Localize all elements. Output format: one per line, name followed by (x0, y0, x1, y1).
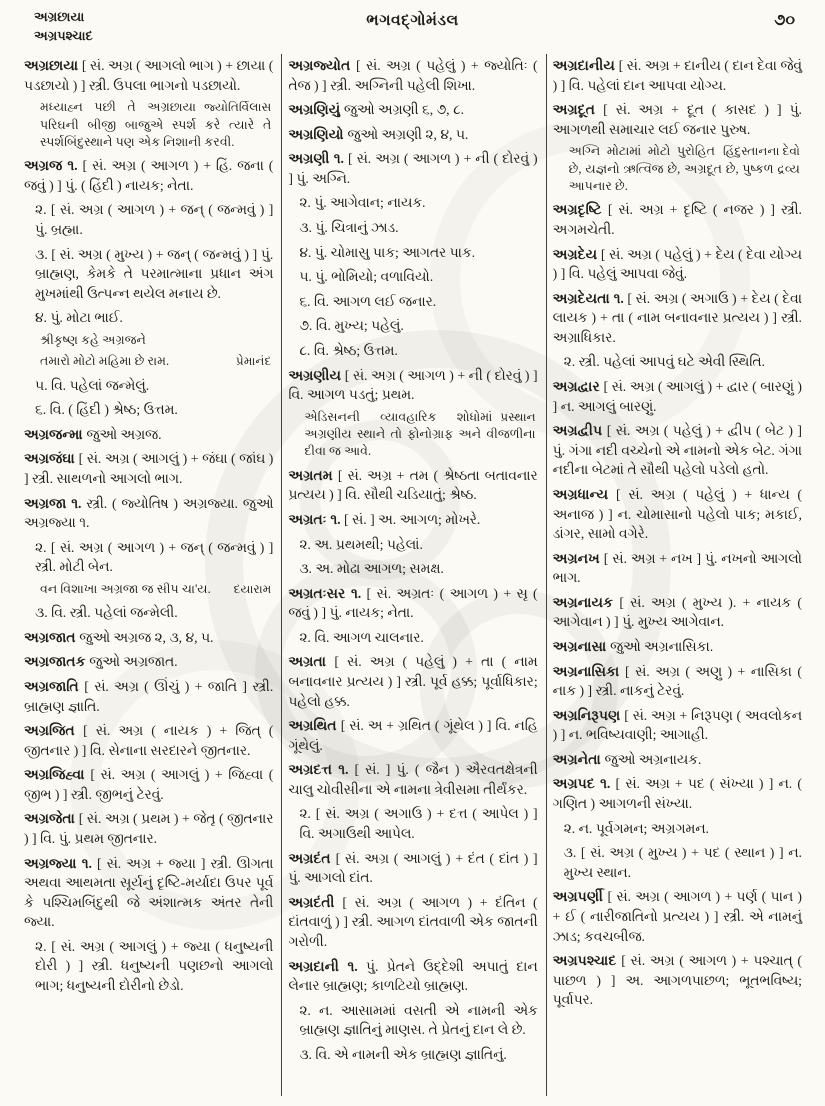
sense-number: ૧. (600, 776, 616, 792)
running-head-first-word: અગ્રછાયા (34, 9, 85, 24)
entry-quote: હિંદુસ્તાનના દેવો અગ્નિ મોટામાં મોટો પુરોહિત છે, યજ્ઞનો ઋત્વિજ છે, અગ્રદૂત છે, પુષ્કળ દ્રવ્ય આપનાર છે. (568, 144, 800, 194)
dictionary-entry: અગ્રનાસા જુઓ અગ્રનાસિકા. (552, 639, 714, 654)
entry-headword: અગ્રનાયક (552, 594, 620, 610)
entry-sense: ૩. [ સં. અગ્ર ( મુખ્ય ) + જન્ ( જન્મવું ) ] પું. બ્રાહ્મણ, કેમકે તે પરમાત્માના પ્રધાન અંગ મુખમાંથી ઉત્પન્ન થયેલ મનાય છે. (35, 246, 274, 301)
entry-headword: અગ્રદ્વાર (552, 379, 604, 395)
entry-headword: અગ્રદ્વીપ (552, 423, 607, 439)
dictionary-entry: અગ્રતમ [ સં. અગ્ર + તમ ( શ્રેષ્ઠતા બતાવનાર પ્રત્યય ) ] વિ. સૌથી ચડિયાતું; શ્રેષ્ઠ. (288, 467, 538, 503)
entry-headword: અગ્રદેયતા (552, 290, 614, 306)
dictionary-entry: અગ્રદાનીય [ સં. અગ્ર + દાનીય ( દાન દેવા જેવું ) ] વિ. પહેલાં દાન આપવા યોગ્ય. (552, 58, 802, 93)
entry-headword: અગ્રનેતા (552, 751, 605, 767)
entry-quote: દયારામ વન વિશાખા અગ્રજા જ સીપ ચા'ય. (40, 581, 272, 596)
dictionary-entry: અગ્રતઃ ૧. [ સં. ] અ. આગળ; મોખરે. (288, 511, 481, 527)
entry-sense: ૨. [ સં. અગ્ર ( આગલું ) + જ્યા ( ધનુષ્યની દોરી ) ] સ્ત્રી. ધનુષ્યની પણછનો આગલો ભાગ; ધનુષ્યની દોરીનો છેડો. (35, 938, 274, 994)
entry-headword: અગ્રપશ્ચાદ (552, 953, 622, 969)
entry-headword: અગ્રદત્ત (288, 762, 339, 778)
entry-sense: ૬. વિ. ( હિંદી ) શ્રેષ્ઠ; ઉત્તમ. (35, 402, 178, 418)
quote-citation: પ્રસ્થાન (500, 409, 536, 424)
dictionary-entry: અગ્રજંઘા [ સં. અગ્ર ( આગલું ) + જંઘા ( જાંઘ ) ] સ્ત્રી. સાથળનો આગલો ભાગ. (24, 451, 274, 486)
dictionary-entry: અગ્રદેય [ સં. અગ્ર ( પહેલું ) + દેય ( દેવા યોગ્ય ) ] વિ. પહેલું આપવા જેવું. (552, 246, 802, 282)
dictionary-entry: અગ્રણિયો જુઓ અગ્રણી ૨, ૪, ૫. (288, 126, 469, 142)
entry-headword: અગ્રદંત (288, 850, 336, 866)
dictionary-entry: અગ્રદ્વીપ [ સં. અગ્ર ( પહેલું ) + દ્વીપ ( બેટ ) ] પું. ગંગા નદી વચ્ચેનો એ નામનો એક બેટ. ગંગા નદીના બેટમાં તે સૌથી પહેલો પડેલો હતો. (552, 423, 802, 478)
entry-headword: અગ્રજેતા (24, 811, 79, 827)
entry-headword: અગ્રતા (288, 654, 335, 670)
entry-headword: અગ્રતમ (288, 467, 338, 483)
entry-headword: અગ્રછાયા (24, 58, 82, 73)
entry-sense: ૩. વિ. સ્ત્રી. પહેલાં જન્મેલી. (35, 605, 178, 621)
entry-sense: ૩. પું. ચિત્રાનું ઝાડ. (299, 220, 399, 236)
entry-headword: અગ્રજાતિ (24, 678, 85, 694)
dictionary-entry: અગ્રદત્ત ૧. [ સં. ] પું. ( જૈન ) ઐરવતક્ષેત્રની ચાલુ ચોવીસીના એ નામના ત્રેવીસમા તીર્થંકર. (288, 762, 538, 797)
sense-number: ૧. (333, 151, 348, 167)
dictionary-entry: અગ્રથિત [ સં. અ + ગ્રથિત ( ગૂંથેલ ) ] વિ. નહિ ગૂંથેલું. (288, 718, 538, 753)
quote-citation: પ્રેમાનંદ (235, 354, 272, 369)
entry-quote: જ્યોતિર્વિલાસ મધ્યાહ્ન પછી તે અગ્રછાયા પરિઘની બીજી બાજુએ સ્પર્શ કરે ત્યારે તે સ્પર્શબિંદુસ્થાને પણ એક નિશાની કરવી. (40, 100, 272, 149)
dictionary-entry: અગ્રજેતા [ સં. અગ્ર ( પ્રથમ ) + જેતૃ ( જીતનાર ) ] વિ. પું. પ્રથમ જીતનાર. (24, 811, 274, 847)
sense-number: ૧. (67, 158, 83, 174)
entry-headword: અગ્રણિયો (288, 126, 348, 142)
entry-headword: અગ્રદૂત (552, 102, 604, 118)
page-title: ભગવદ્ગોમંડલ (366, 12, 459, 29)
dictionary-entry: અગ્રતા [ સં. અગ્ર ( પહેલું ) + તા ( નામ બનાવનાર પ્રત્યય ) ] સ્ત્રી. પૂર્વ હક્ક; પૂર્વાધિકાર; પહેલો હક્ક. (288, 654, 538, 709)
entry-headword: અગ્રદાનીય (552, 58, 619, 73)
entry-headword: અગ્રણિયું (288, 102, 344, 118)
entry-headword: અગ્રતઃસર (288, 585, 351, 601)
sense-number: ૧. (81, 855, 98, 871)
entry-sense: ૨. વિ. આગળ ચાલનાર. (299, 629, 424, 645)
entry-sense: ૨. સ્ત્રી. પહેલાં આપવું ઘટે એવી સ્થિતિ. (563, 354, 765, 370)
entry-headword: અગ્રધાન્ય (552, 486, 617, 502)
entry-headword: અગ્રજ (24, 158, 68, 174)
dictionary-entry: અગ્રનાયક [ સં. અગ્ર ( મુખ્ય ). + નાયક ( આગેવાન ) ] પું. મુખ્ય આગેવાન. (552, 594, 802, 630)
entry-sense: ૨. [ સં. અગ્ર ( આગળ ) + જન્ ( જન્મવું ) ] પું. બ્રહ્મા. (35, 202, 274, 238)
dictionary-entry: અગ્રજન્મા જુઓ અગ્રજ. (24, 426, 162, 442)
entry-sense: ૫. પું. ભોમિયો; વળાવિયો. (299, 269, 434, 285)
entry-sense: ૨. પું. આગેવાન; નાયક. (299, 195, 426, 211)
entry-sense: ૭. વિ. મુખ્ય; પહેલું. (299, 318, 404, 334)
entry-headword: અગ્રદંતી (288, 894, 343, 910)
sense-number: ૧. (613, 290, 628, 306)
entry-headword: અગ્રદાની (288, 958, 348, 974)
entry-headword: અગ્રનિરૂપણ (552, 707, 625, 723)
entry-headword: અગ્રજ્યા (24, 855, 82, 871)
entry-sense: ૩. [ સં. અગ્ર ( મુખ્ય ) + પદ ( સ્થાન ) ] ન. મુખ્ય સ્થાન. (563, 845, 802, 880)
entry-headword: અગ્રદૃષ્ટિ (552, 202, 608, 218)
entry-headword: અગ્રજાતક (24, 654, 90, 670)
entry-headword: અગ્રજિહ્વા (24, 767, 91, 783)
entry-headword: અગ્રનાસિકા (552, 663, 626, 679)
page-header (0, 8, 825, 54)
quote-citation: જ્યોતિર્વિલાસ (204, 100, 272, 115)
entry-headword: અગ્રથિત (288, 718, 341, 734)
dictionary-entry: અગ્રપદ ૧. [ સં. અગ્ર + પદ ( સંખ્યા ) ] ન. ( ગણિત ) આગળની સંખ્યા. (552, 776, 802, 812)
dictionary-entry: અગ્રણીય [ સં. અગ્ર ( આગળ ) + ની ( દોરવું ) ] વિ. આગળ પડતું; પ્રથમ. (288, 367, 538, 403)
dictionary-entry: અગ્રજિત [ સં. અગ્ર ( નાયક ) + જિત્ ( જીતનાર ) ] વિ. સેનાના સરદારને જીતનાર. (24, 723, 274, 758)
sense-number: ૧. (71, 495, 87, 511)
dictionary-entry: અગ્રધાન્ય [ સં. અગ્ર ( પહેલું ) + ધાન્ય ( અનાજ ) ] ન. ચોમાસાનો પહેલો પાક; મકાઈ, ડાંગર, સામો વગેરે. (552, 486, 802, 542)
dictionary-entry: અગ્રદાની ૧. પું. પ્રેતને ઉદ્દેશી અપાતું દાન લેનાર બ્રાહ્મણ; કાળટિયો બ્રાહ્મણ. (288, 958, 538, 994)
dictionary-entry: અગ્રદ્વાર [ સં. અગ્ર ( આગલું ) + દ્વાર ( બારણું ) ] ન. આગલું બારણું. (552, 379, 802, 414)
entry-sense: ૪. પું. મોટા ભાઈ. (35, 310, 123, 326)
entry-sense: ૨. ન. પૂર્વગમન; અગ્રગમન. (563, 820, 709, 836)
entry-sense: ૪. પું. ચોમાસુ પાક; આગતર પાક. (299, 244, 476, 260)
dictionary-entry: અગ્રદૂત [ સં. અગ્ર + દૂત ( કાસદ ) ] પું. આગળથી સમાચાર લઈ જનાર પુરુષ. (552, 102, 802, 137)
entry-quote: પ્રસ્થાન એડિસનની વ્યાવહારિક શોધોમાં અગ્રણીય સ્થાને તો ફોનોગ્રાફ અને વીજળીના દીવા જ આવે. (304, 409, 536, 459)
entry-headword: અગ્રજિત (24, 723, 84, 739)
dictionary-entry: અગ્રજ્યા ૧. [ સં. અગ્ર + જ્યા ] સ્ત્રી. ઊગતા અથવા આથમતા સૂર્યનું દૃષ્ટિ-મર્યાદા ઉપર પૂર્વ કે પશ્ચિમબિંદુથી જે અંશાત્મક અંતર તેની જ્યા. (24, 855, 274, 930)
dictionary-entry: અગ્રજિહ્વા [ સં. અગ્ર ( આગલું ) + જિહ્વા ( જીભ ) ] સ્ત્રી. જીભનું ટેરવું. (24, 767, 274, 802)
entry-headword: અગ્રજા (24, 495, 72, 511)
column-2 (281, 54, 546, 1096)
dictionary-entry: અગ્રછાયા [ સં. અગ્ર ( આગલો ભાગ ) + છાયા ( પડછાયો ) ] સ્ત્રી. ઉપલા ભાગનો પડછાયો. (24, 58, 274, 93)
entry-headword: અગ્રપર્ણી (552, 889, 608, 905)
dictionary-entry: અગ્રનેતા જુઓ અગ્રનાયક. (552, 751, 702, 767)
dictionary-entry: અગ્રપર્ણી [ સં. અગ્ર ( આગળ ) + પર્ણ ( પાન ) + ઈ ( નારીજાતિનો પ્રત્યય ) ] સ્ત્રી. એ નામનું ઝાડ; કવચબીજ. (552, 889, 802, 944)
entry-headword: અગ્રપદ (552, 776, 601, 792)
entry-quote: પ્રેમાનંદ તમારો મોટો મહિમા છે રામ. (40, 354, 272, 369)
dictionary-entry: અગ્રજ ૧. [ સં. અગ્ર ( આગળ ) + હિં. જના ( જવું ) ] પું. ( હિંદી ) નાયક; નેતા. (24, 158, 274, 193)
entry-headword: અગ્રણી (288, 151, 334, 167)
entry-sense: ૫. વિ. પહેલાં જન્મેલું. (35, 377, 150, 393)
entry-headword: અગ્રજન્મા (24, 426, 87, 442)
entry-headword: અગ્રદેય (552, 246, 601, 262)
dictionary-entry: અગ્રતઃસર ૧. [ સં. અગ્રતઃ ( આગળ ) + સૃ ( જવું ) ] પું. નાયક; નેતા. (288, 585, 538, 621)
dictionary-entry: અગ્રજા ૧. સ્ત્રી. ( જ્યોતિષ ) અગ્રજ્યા. જુઓ અગ્રજ્યા ૧. (24, 495, 274, 531)
running-head-last-word: અગ્રપશ્ચાદ (34, 27, 93, 43)
dictionary-entry: અગ્રનિરૂપણ [ સં. અગ્ર + નિરૂપણ ( અવલોકન ) ] ન. ભવિષ્યવાણી; આગાહી. (552, 707, 802, 743)
sense-number: ૧. (338, 762, 355, 778)
entry-headword: અગ્રનખ (552, 550, 604, 566)
dictionary-entry: અગ્રણી ૧. [ સં. અગ્ર ( આગળ ) + ની ( દોરવું ) ] પું. અગ્નિ. (288, 151, 538, 186)
dictionary-entry: અગ્રદેયતા ૧. [ સં. અગ્ર ( અગાઉ ) + દેય ( દેવા લાયક ) + તા ( નામ બનાવનાર પ્રત્યય ) ] સ્ત્રી. અગ્રાધિકાર. (552, 290, 802, 345)
entry-sense: ૨. [ સં. અગ્ર ( અગાઉ ) + દત્ત ( આપેલ ) ] વિ. અગાઉથી આપેલ. (299, 806, 538, 842)
dictionary-entry: અગ્રદંતી [ સં. અગ્ર ( આગળ ) + દંતિન ( દાંતવાળું ) ] સ્ત્રી. આગળ દાંતવાળી એક જાતની ગરોળી. (288, 894, 538, 949)
dictionary-entry: અગ્રજ્યોત [ સં. અગ્ર ( પહેલું ) + જ્યોતિઃ ( તેજ ) ] સ્ત્રી. અગ્નિની પહેલી શિખા. (288, 58, 538, 93)
entry-headword: અગ્રણીય (288, 367, 345, 383)
dictionary-entry: અગ્રપશ્ચાદ [ સં. અગ્ર ( આગળ ) + પશ્ચાત્ ( પાછળ ) ] અ. આગળપાછળ; ભૂતભવિષ્ય; પૂર્વાપર. (552, 953, 802, 1008)
entry-headword: અગ્રનાસા (552, 639, 610, 654)
sense-number: ૧. (330, 511, 344, 527)
dictionary-entry: અગ્રદૃષ્ટિ [ સં. અગ્ર + દૃષ્ટિ ( નજર ) ] સ્ત્રી. અગમચેતી. (552, 202, 802, 238)
entry-sense: ૨. અ. પ્રથમથી; પહેલાં. (299, 536, 423, 552)
dictionary-entry: અગ્રજાત જુઓ અગ્રજ ૨, ૩, ૪, ૫. (24, 629, 214, 645)
entry-sense: ૨. [ સં. અગ્ર ( આગળ ) + જન્ ( જન્મવું ) ] સ્ત્રી. મોટી બેન. (35, 539, 274, 575)
column-3 (547, 54, 810, 1096)
dictionary-entry: અગ્રદંત [ સં. અગ્ર ( આગલું ) + દંત ( દાંત ) ] પું. આગલો દાંત. (288, 850, 538, 886)
dictionary-entry: અગ્રનખ [ સં. અગ્ર + નખ ] પું. નખનો આગલો ભાગ. (552, 550, 802, 586)
dictionary-entry: અગ્રજાતિ [ સં. અગ્ર ( ઊંચું ) + જાતિ ] સ્ત્રી. બ્રાહ્મણ જ્ઞાતિ. (24, 678, 274, 714)
text-columns (18, 54, 810, 1096)
entry-sense: ૬. વિ. આગળ લઈ જનાર. (299, 293, 437, 309)
quote-citation: હિંદુસ્તાનના દેવો (723, 144, 800, 159)
entry-headword: અગ્રજંઘા (24, 451, 79, 467)
dictionary-entry: અગ્રજાતક જુઓ અગ્રજાત. (24, 654, 178, 670)
entry-sense: ૮. વિ. શ્રેષ્ઠ; ઉત્તમ. (299, 342, 398, 358)
entry-headword: અગ્રજ્યોત (288, 58, 356, 73)
entry-sense: ૩. વિ. એ નામની એક બ્રાહ્મણ જ્ઞાતિનું. (299, 1046, 507, 1062)
sense-number: ૧. (347, 958, 366, 974)
entry-headword: અગ્રતઃ (288, 511, 331, 527)
dictionary-entry: અગ્રનાસિકા [ સં. અગ્ર ( અણુ ) + નાસિકા ( નાક ) ] સ્ત્રી. નાકનું ટેરવું. (552, 663, 802, 699)
page-number: ૭૦ (774, 12, 795, 29)
entry-headword: અગ્રજાત (24, 629, 80, 645)
entry-sense: ૨. ન. આસામમાં વસતી એ નામની એક બ્રાહ્મણ જ્ઞાતિનું માણસ. તે પ્રેતનું દાન લે છે. (299, 1002, 538, 1038)
column-1 (18, 54, 281, 1096)
dictionary-entry: અગ્રણિયું જુઓ અગ્રણી ૬, ૭, ૮. (288, 102, 465, 118)
entry-sense: ૩. અ. મોઢા આગળ; સમક્ષ. (299, 561, 444, 577)
sense-number: ૧. (350, 585, 367, 601)
quote-citation: દયારામ (233, 581, 272, 596)
entry-quote: શ્રીકૃષ્ણ કહે અગ્રજને (40, 332, 146, 347)
